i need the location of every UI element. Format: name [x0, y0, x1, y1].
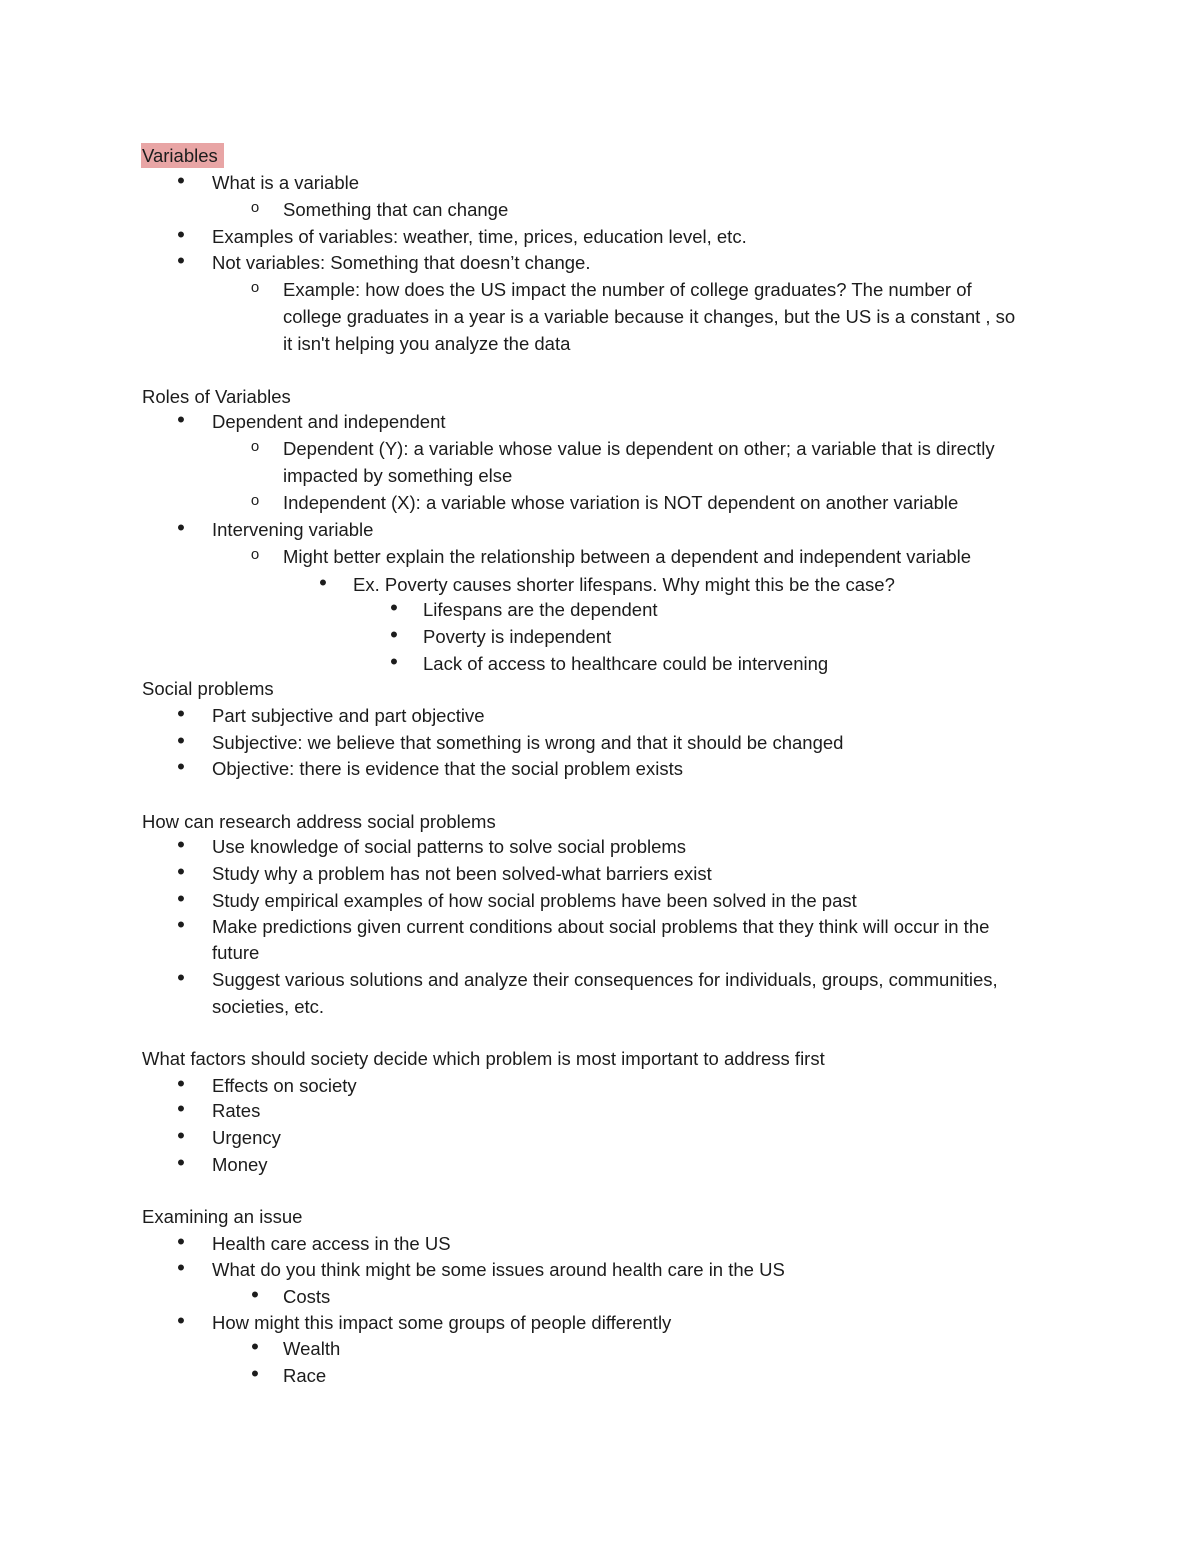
list-item-text: Lifespans are the dependent [423, 599, 658, 620]
list-item-text: societies, etc. [212, 996, 325, 1017]
list-item [0, 1151, 1200, 1178]
list-item [0, 196, 1200, 223]
list-item-text: Make predictions given current conditions about social problems that they think will occur in the [212, 916, 990, 937]
list-item-text: Money [212, 1154, 268, 1175]
list-item-text: Something that can change [283, 199, 509, 220]
list-item [0, 1283, 1200, 1310]
disc-bullet-icon [174, 913, 188, 940]
list-item [0, 1230, 1200, 1257]
section-heading [142, 808, 1200, 835]
disc-bullet-icon [387, 623, 401, 650]
section-heading-text: Variables [141, 143, 224, 168]
disc-bullet-icon [174, 169, 188, 196]
section-heading [142, 383, 1200, 410]
disc-bullet-icon [174, 249, 188, 276]
list-item-text: Dependent and independent [212, 411, 446, 432]
list-item-text: Study empirical examples of how social problems have been solved in the past [212, 890, 857, 911]
disc-bullet-icon [248, 1283, 262, 1310]
list-item [0, 571, 1200, 598]
disc-bullet-icon [174, 729, 188, 756]
section-heading-text: Social problems [142, 678, 274, 699]
list-item-text: Use knowledge of social patterns to solve social problems [212, 836, 687, 857]
disc-bullet-icon [174, 1097, 188, 1124]
disc-bullet-icon [248, 1335, 262, 1362]
list-item-text: Costs [283, 1286, 331, 1307]
list-item [0, 729, 1200, 756]
list-item [0, 169, 1200, 196]
list-item-text: Subjective: we believe that something is wrong and that it should be changed [212, 732, 844, 753]
list-item [0, 913, 1200, 940]
list-item [0, 1097, 1200, 1124]
list-item-text: Intervening variable [212, 519, 374, 540]
list-item-text: Part subjective and part objective [212, 705, 485, 726]
list-item-continuation [0, 330, 1200, 357]
circle-bullet-icon [248, 543, 262, 567]
disc-bullet-icon [174, 1072, 188, 1099]
list-item-text: impacted by something else [283, 465, 513, 486]
list-item [0, 1124, 1200, 1151]
list-item [0, 755, 1200, 782]
list-item [0, 223, 1200, 250]
disc-bullet-icon [174, 1256, 188, 1283]
circle-bullet-icon [248, 435, 262, 459]
list-item-text: Study why a problem has not been solved-what barriers exist [212, 863, 712, 884]
list-item-text: What is a variable [212, 172, 360, 193]
list-item [0, 596, 1200, 623]
list-item [0, 833, 1200, 860]
list-item-text: Objective: there is evidence that the social problem exists [212, 758, 683, 779]
list-item [0, 1309, 1200, 1336]
section-heading [142, 1203, 1200, 1230]
list-item [0, 887, 1200, 914]
list-item-text: Suggest various solutions and analyze their consequences for individuals, groups, communities, [212, 969, 998, 990]
disc-bullet-icon [174, 860, 188, 887]
list-item [0, 435, 1200, 462]
list-item-text: Rates [212, 1100, 261, 1121]
list-item-continuation [0, 939, 1200, 966]
list-item-continuation [0, 993, 1200, 1020]
circle-bullet-icon [248, 489, 262, 513]
list-item-text: Effects on society [212, 1075, 357, 1096]
list-item-text: Might better explain the relationship between a dependent and independent variable [283, 546, 972, 567]
list-item [0, 650, 1200, 677]
list-item-text: Not variables: Something that doesn’t change. [212, 252, 591, 273]
list-item-text: How might this impact some groups of people differently [212, 1312, 672, 1333]
disc-bullet-icon [174, 408, 188, 435]
disc-bullet-icon [174, 887, 188, 914]
section-heading [142, 1045, 1200, 1072]
disc-bullet-icon [174, 966, 188, 993]
section-heading-text: Examining an issue [142, 1206, 303, 1227]
list-item-text: Dependent (Y): a variable whose value is dependent on other; a variable that is directly [283, 438, 995, 459]
list-item-text: college graduates in a year is a variable because it changes, but the US is a constant , so [283, 306, 1016, 327]
list-item [0, 860, 1200, 887]
circle-bullet-icon [248, 196, 262, 220]
list-item [0, 489, 1200, 516]
list-item-text: Race [283, 1365, 327, 1386]
disc-bullet-icon [387, 596, 401, 623]
section-heading-text: How can research address social problems [142, 811, 496, 832]
list-item-text: Examples of variables: weather, time, prices, education level, etc. [212, 226, 747, 247]
list-item-continuation [0, 462, 1200, 489]
disc-bullet-icon [174, 1309, 188, 1336]
list-item-text: Wealth [283, 1338, 341, 1359]
list-item [0, 408, 1200, 435]
section-heading-text: What factors should society decide which problem is most important to address first [142, 1048, 825, 1069]
disc-bullet-icon [174, 1230, 188, 1257]
list-item-text: future [212, 942, 260, 963]
list-item [0, 966, 1200, 993]
list-item [0, 249, 1200, 276]
list-item [0, 1256, 1200, 1283]
list-item-text: Urgency [212, 1127, 281, 1148]
list-item [0, 1362, 1200, 1389]
disc-bullet-icon [174, 516, 188, 543]
list-item [0, 623, 1200, 650]
disc-bullet-icon [387, 650, 401, 677]
section-heading [142, 142, 1200, 169]
list-item [0, 702, 1200, 729]
list-item-text: Independent (X): a variable whose variation is NOT dependent on another variable [283, 492, 959, 513]
list-item-text: Ex. Poverty causes shorter lifespans. Why might this be the case? [353, 574, 895, 595]
list-item [0, 516, 1200, 543]
list-item-text: Example: how does the US impact the number of college graduates? The number of [283, 279, 972, 300]
list-item [0, 1072, 1200, 1099]
list-item-text: Poverty is independent [423, 626, 612, 647]
list-item-text: What do you think might be some issues around health care in the US [212, 1259, 785, 1280]
list-item [0, 1335, 1200, 1362]
disc-bullet-icon [174, 702, 188, 729]
list-item-continuation [0, 303, 1200, 330]
disc-bullet-icon [174, 833, 188, 860]
disc-bullet-icon [174, 223, 188, 250]
list-item-text: it isn't helping you analyze the data [283, 333, 571, 354]
disc-bullet-icon [316, 571, 330, 598]
list-item [0, 276, 1200, 303]
disc-bullet-icon [174, 1151, 188, 1178]
circle-bullet-icon [248, 276, 262, 300]
list-item-text: Health care access in the US [212, 1233, 451, 1254]
disc-bullet-icon [174, 1124, 188, 1151]
disc-bullet-icon [174, 755, 188, 782]
list-item [0, 543, 1200, 570]
section-heading-text: Roles of Variables [142, 386, 291, 407]
section-heading [142, 675, 1200, 702]
list-item-text: Lack of access to healthcare could be intervening [423, 653, 829, 674]
disc-bullet-icon [248, 1362, 262, 1389]
